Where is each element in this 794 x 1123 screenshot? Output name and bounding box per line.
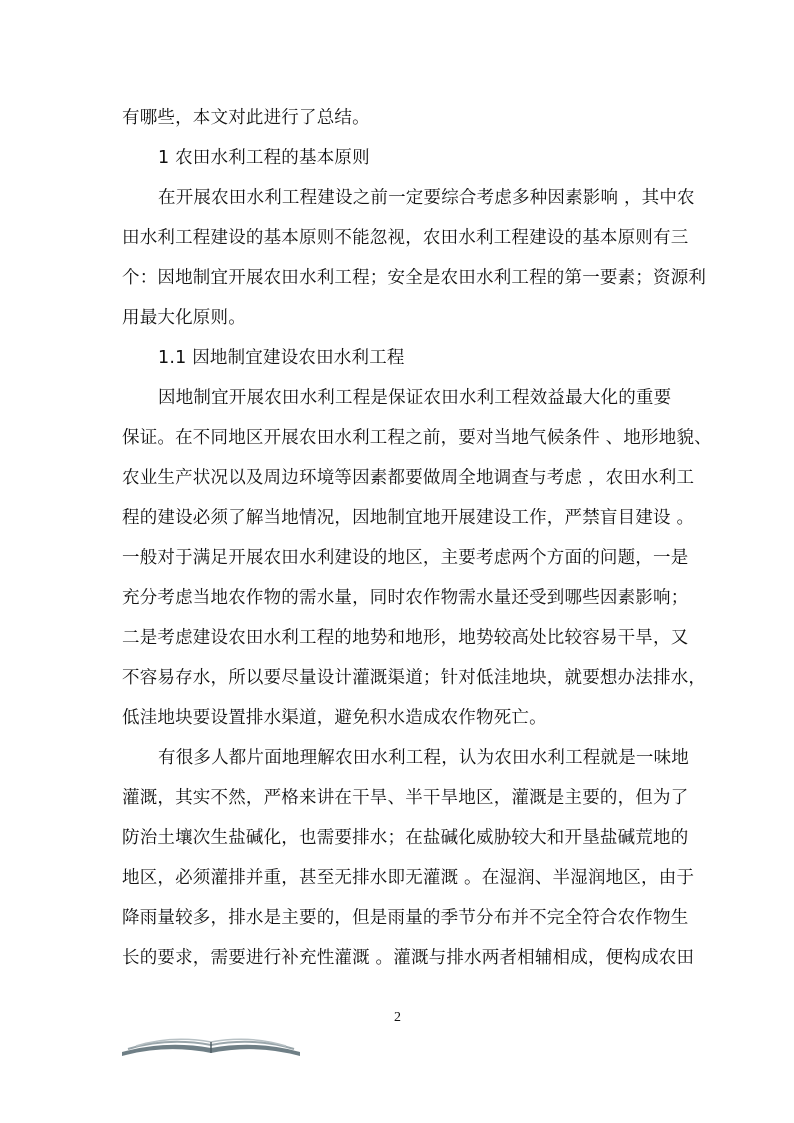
text-line: 保证。在不同地区开展农田水利工程之前，要对当地气候条件 、地形地貌、 [122, 428, 712, 448]
text-line: 地区，必须灌排并重，甚至无排水即无灌溉 。在湿润、半湿润地区，由于 [122, 868, 695, 888]
open-book-icon [118, 1022, 304, 1058]
text-line: 有哪些，本文对此进行了总结。 [122, 108, 370, 128]
text-line: 降雨量较多，排水是主要的，但是雨量的季节分布并不完全符合农作物生 [122, 908, 689, 928]
text-line: 长的要求，需要进行补充性灌溉 。灌溉与排水两者相辅相成，便构成农田 [122, 948, 695, 968]
text-line: 不容易存水，所以要尽量设计灌溉渠道；针对低洼地块，就要想办法排水， [122, 668, 707, 688]
text-line: 个：因地制宜开展农田水利工程；安全是农田水利工程的第一要素；资源利 [122, 268, 707, 288]
page-number: 2 [394, 1010, 401, 1025]
subsection-heading: 1.1 因地制宜建设农田水利工程 [158, 348, 405, 368]
text-line: 充分考虑当地农作物的需水量，同时农作物需水量还受到哪些因素影响； [122, 588, 689, 608]
text-line: 灌溉，其实不然，严格来讲在干旱、半干旱地区，灌溉是主要的，但为了 [122, 788, 689, 808]
text-line: 防治土壤次生盐碱化，也需要排水；在盐碱化威胁较大和开垦盐碱荒地的 [122, 828, 689, 848]
text-line: 农业生产状况以及周边环境等因素都要做周全地调查与考虑 ，农田水利工 [122, 468, 695, 488]
text-line: 田水利工程建设的基本原则不能忽视，农田水利工程建设的基本原则有三 [122, 228, 689, 248]
text-line: 低洼地块要设置排水渠道，避免积水造成农作物死亡。 [122, 708, 547, 728]
text-line: 一般对于满足开展农田水利建设的地区，主要考虑两个方面的问题，一是 [122, 548, 689, 568]
text-line: 在开展农田水利工程建设之前一定要综合考虑多种因素影响 ，其中农 [158, 188, 695, 208]
section-heading: 1 农田水利工程的基本原则 [158, 148, 370, 168]
text-line: 有很多人都片面地理解农田水利工程，认为农田水利工程就是一味地 [158, 748, 689, 768]
text-line: 因地制宜开展农田水利工程是保证农田水利工程效益最大化的重要 [158, 388, 672, 408]
text-line: 二是考虑建设农田水利工程的地势和地形，地势较高处比较容易干旱，又 [122, 628, 689, 648]
text-line: 用最大化原则。 [122, 308, 246, 328]
text-line: 程的建设必须了解当地情况，因地制宜地开展建设工作，严禁盲目建设 。 [122, 508, 695, 528]
